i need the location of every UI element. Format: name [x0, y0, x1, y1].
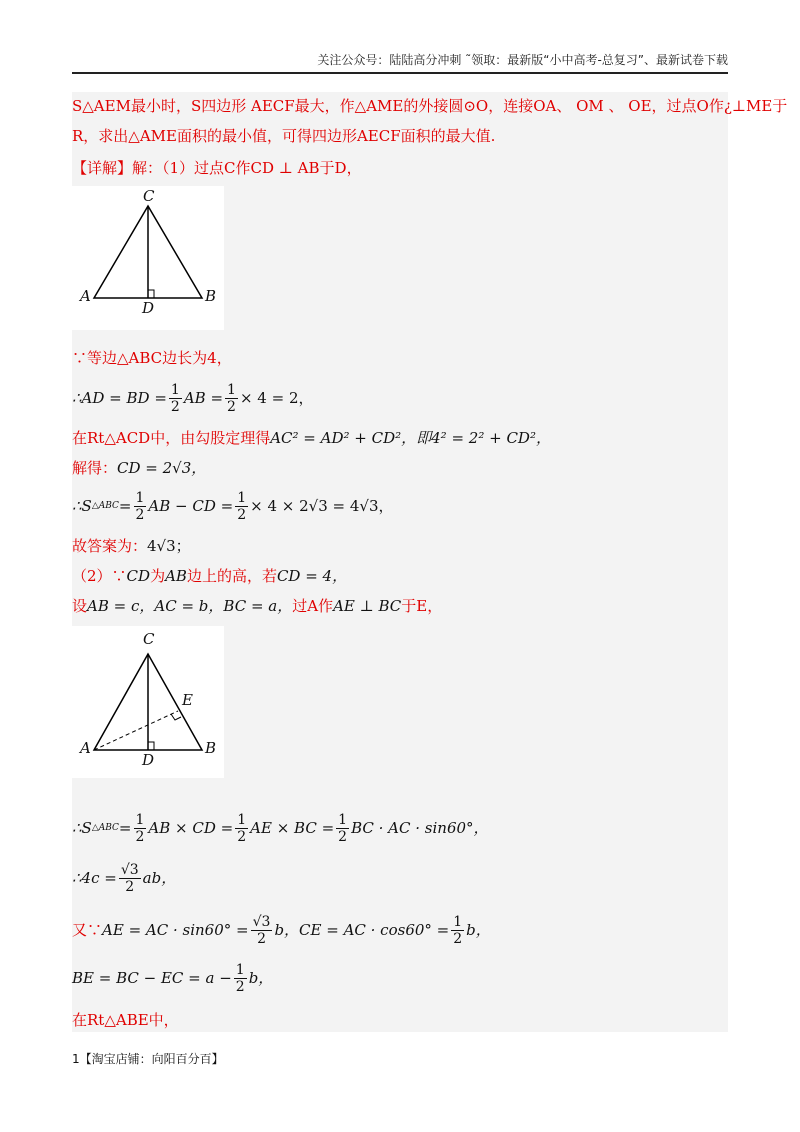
line-8-e: × 4 × 2√3 = 4√3， — [250, 497, 394, 515]
line-15-a: BE = BC − EC = a − — [72, 969, 232, 987]
line-11-a: 设 — [72, 597, 88, 615]
line-11-c: 过A作 — [292, 597, 334, 615]
fraction-half: $\frac{1}{2}$ — [227, 381, 236, 415]
line-14-c: b，CE = AC · cos60° = — [274, 921, 450, 939]
line-11 — [72, 596, 442, 616]
line-6 — [72, 428, 551, 448]
fraction-sqrt3-over-2: $\frac{√3}{2}$ — [252, 913, 271, 947]
page-footer — [72, 1050, 224, 1067]
fraction-half: $\frac{1}{2}$ — [135, 489, 145, 523]
line-12-a: ∴S — [72, 819, 92, 837]
line-8-a: ∴S — [72, 497, 92, 515]
line-12-e: AE × BC = — [250, 819, 335, 837]
line-2-text: R，求出△AME面积的最小值，可得四边形AECF面积的最大值. — [72, 127, 496, 145]
fig1-label-b: B — [205, 287, 217, 305]
line-15-b: b， — [248, 969, 274, 987]
fraction-half: $\frac{1}{2}$ — [135, 811, 145, 845]
header-text: 关注公众号：陆陆高分冲刺 ˜领取：最新版“小中高考-总复习”、最新试卷下载 — [317, 53, 728, 67]
detail-tag: 【详解】解： — [72, 159, 163, 177]
fraction-half: $\frac{1}{2}$ — [235, 961, 245, 995]
fraction-half: $\frac{1}{2}$ — [237, 811, 247, 845]
fig1-label-c: C — [143, 187, 155, 205]
fig2-label-b: B — [205, 739, 217, 757]
solution-content — [72, 92, 788, 1032]
fig2-label-e: E — [182, 691, 193, 709]
line-10-d: AB — [165, 567, 187, 585]
line-9-b: 4√3； — [147, 537, 191, 555]
line-10-c: 为 — [150, 567, 166, 585]
line-3 — [72, 158, 362, 178]
line-4-text: ∵等边△ABC边长为4， — [72, 349, 232, 367]
line-9 — [72, 536, 191, 556]
line-11-d: AE ⊥ BC — [333, 597, 402, 615]
line-12-sub: △ABC — [91, 823, 119, 833]
fraction-sqrt3-over-2: $\frac{√3}{2}$ — [120, 861, 139, 895]
line-10-e: 边上的高，若 — [186, 567, 277, 585]
line-9-a: 故答案为： — [72, 537, 148, 555]
line-11-e: 于E， — [401, 597, 443, 615]
fraction-half: $\frac{1}{2}$ — [170, 381, 180, 415]
line-10 — [72, 566, 347, 586]
line-13-b: ab， — [142, 869, 177, 887]
footer-text: 1【淘宝店铺：向阳百分百】 — [72, 1052, 224, 1066]
line-8-sub: △ABC — [91, 501, 119, 511]
page-header — [72, 50, 728, 74]
line-14-a: 又∵ — [72, 921, 103, 939]
line-5-b: AB = — [183, 389, 224, 407]
fraction-half: $\frac{1}{2}$ — [453, 913, 463, 947]
line-13 — [72, 858, 176, 898]
fraction-half: $\frac{1}{2}$ — [237, 489, 247, 523]
line-14-b: AE = AC · sin60° = — [102, 921, 249, 939]
triangle-figure-1 — [72, 186, 224, 330]
line-6-a: 在Rt△ACD中，由勾股定理得 — [72, 429, 271, 447]
line-7-b: CD = 2√3， — [117, 459, 207, 477]
line-14-d: b， — [466, 921, 491, 939]
fig2-label-d: D — [142, 751, 155, 769]
line-13-a: ∴4c = — [72, 869, 117, 887]
line-11-b: AB = c，AC = b，BC = a， — [87, 597, 293, 615]
line-7-a: 解得： — [72, 459, 118, 477]
fraction-half: $\frac{1}{2}$ — [338, 811, 348, 845]
line-16 — [72, 1010, 179, 1030]
line-5 — [72, 380, 313, 416]
fig2-label-a: A — [80, 739, 91, 757]
line-8-d: AB − CD = — [148, 497, 234, 515]
line-10-a: （2）∵ — [72, 567, 127, 585]
line-1-text: S△AEM最小时，S四边形 AECF最大，作△AME的外接圆⊙O，连接OA、 OM 、 OE，过点O作¿⊥ME于 — [72, 97, 788, 115]
line-12 — [72, 810, 489, 846]
line-3-text: （1）过点C作CD ⊥ AB于D， — [162, 159, 362, 177]
fig1-label-a: A — [80, 287, 91, 305]
line-5-a: ∴AD = BD = — [72, 389, 167, 407]
line-8-c: = — [118, 497, 132, 515]
line-7 — [72, 458, 206, 478]
line-2 — [72, 126, 495, 146]
line-12-d: AB × CD = — [148, 819, 234, 837]
fig1-label-d: D — [142, 299, 155, 317]
line-1 — [72, 96, 787, 116]
line-12-f: BC · AC · sin60°， — [351, 819, 489, 837]
line-8 — [72, 488, 394, 524]
line-5-c: × 4 = 2， — [239, 389, 314, 407]
line-15 — [72, 960, 273, 996]
line-10-f: CD = 4， — [276, 567, 348, 585]
line-16-text: 在Rt△ABE中， — [72, 1011, 179, 1029]
triangle-figure-2 — [72, 626, 224, 778]
line-10-b: CD — [126, 567, 151, 585]
line-14 — [72, 910, 491, 950]
fig2-label-c: C — [143, 630, 155, 648]
line-12-c: = — [118, 819, 132, 837]
line-6-b: AC² = AD² + CD²，即4² = 2² + CD²， — [270, 429, 551, 447]
line-4 — [72, 348, 232, 368]
